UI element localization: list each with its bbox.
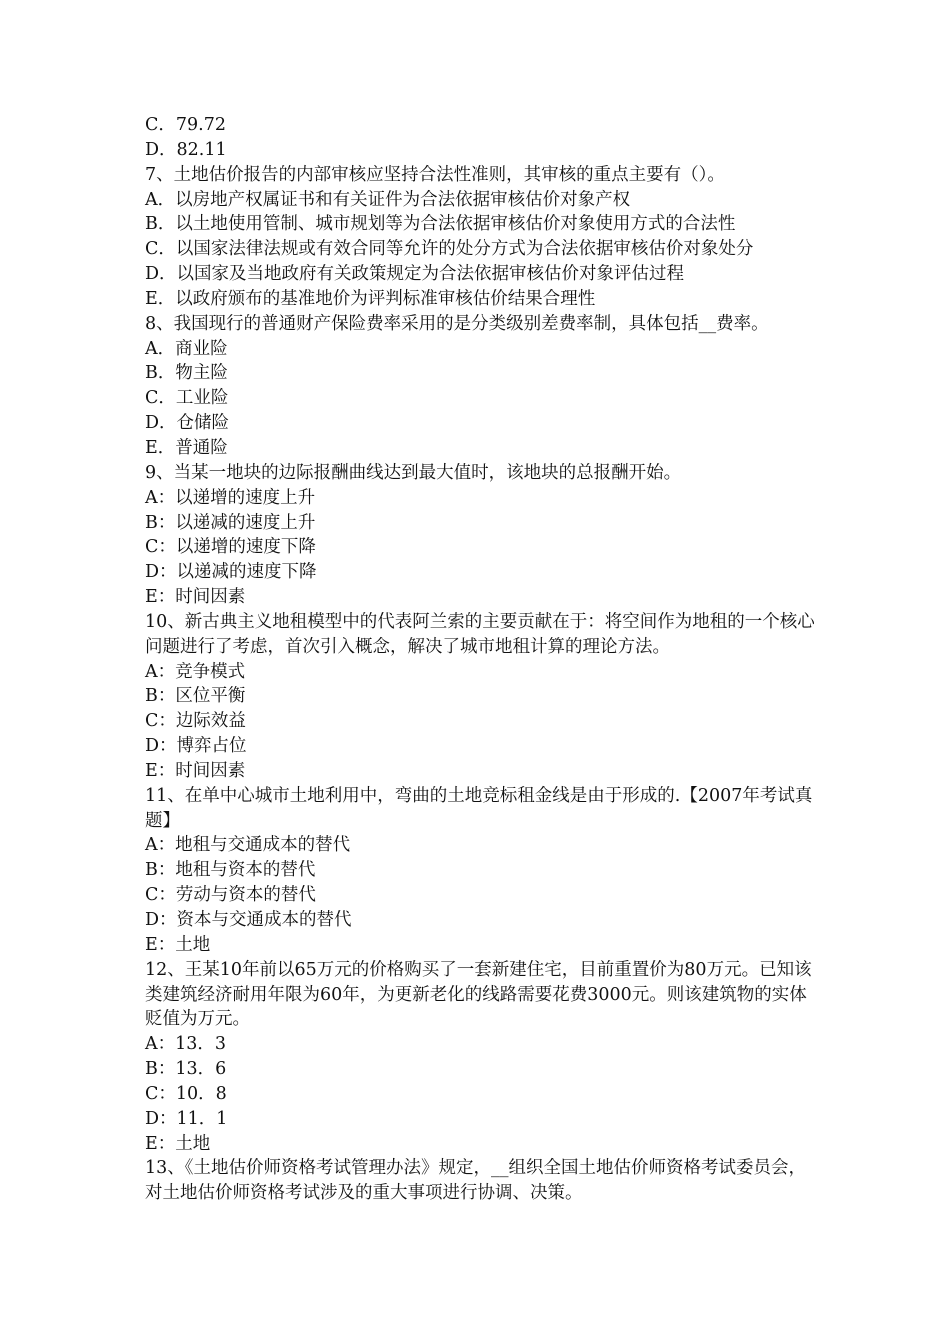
option-text: D．以国家及当地政府有关政策规定为合法依据审核估价对象评估过程 <box>145 264 685 285</box>
option-text: A．以房地产权属证书和有关证件为合法依据审核估价对象产权 <box>145 189 631 210</box>
question-text: 7、土地估价报告的内部审核应坚持合法性准则，其审核的重点主要有（）。 <box>145 164 725 185</box>
option-text: E：时间因素 <box>145 587 246 608</box>
question-text: 9、当某一地块的边际报酬曲线达到最大值时，该地块的总报酬开始。 <box>145 462 682 483</box>
option-text: B．物主险 <box>145 363 228 384</box>
option-text: C．79.72 <box>145 115 226 135</box>
option-text: D：以递减的速度下降 <box>145 562 317 583</box>
exam-content <box>145 113 815 1206</box>
option-text: C：以递增的速度下降 <box>145 537 316 558</box>
option-text: A．商业险 <box>145 338 228 359</box>
option-text: C．以国家法律法规或有效合同等允许的处分方式为合法依据审核估价对象处分 <box>145 239 754 260</box>
option-text: B：地租与资本的替代 <box>145 860 316 881</box>
option-text: E．普通险 <box>145 437 228 458</box>
option-text: A：地租与交通成本的替代 <box>145 835 351 856</box>
question-text: 13、《土地估价师资格考试管理办法》规定，__组织全国土地估价师资格考试委员会，对土地估价师资格考试涉及的重大事项进行协调、决策。 <box>145 1158 807 1204</box>
option-text: A：13．3 <box>145 1034 227 1055</box>
option-text: C：劳动与资本的替代 <box>145 885 316 906</box>
question-text: 11、在单中心城市土地利用中，弯曲的土地竞标租金线是由于形成的.【2007年考试真题】 <box>145 785 813 831</box>
option-text: D．82.11 <box>145 139 227 160</box>
option-text: C：10．8 <box>145 1083 227 1104</box>
question-text: 10、新古典主义地租模型中的代表阿兰索的主要贡献在于：将空间作为地租的一个核心问题进行了考虑，首次引入概念，解决了城市地租计算的理论方法。 <box>145 611 815 657</box>
option-text: D：11．1 <box>145 1108 228 1129</box>
option-text: A：竞争模式 <box>145 661 246 682</box>
option-text: C．工业险 <box>145 388 229 409</box>
option-text: B：以递减的速度上升 <box>145 512 316 533</box>
option-text: E：土地 <box>145 934 211 955</box>
option-text: E：土地 <box>145 1133 211 1154</box>
option-text: A：以递增的速度上升 <box>145 487 316 508</box>
option-text: D．仓储险 <box>145 413 230 434</box>
question-text: 8、我国现行的普通财产保险费率采用的是分类级别差费率制，具体包括__费率。 <box>145 313 769 334</box>
document-page <box>145 113 815 1206</box>
option-text: C：边际效益 <box>145 711 246 732</box>
option-text: B：13．6 <box>145 1059 227 1080</box>
option-text: B：区位平衡 <box>145 686 246 707</box>
option-text: D：博弈占位 <box>145 736 247 757</box>
option-text: E．以政府颁布的基准地价为评判标准审核估价结果合理性 <box>145 288 596 309</box>
option-text: D：资本与交通成本的替代 <box>145 910 352 930</box>
question-text: 12、王某10年前以65万元的价格购买了一套新建住宅，目前重置价为80万元。已知该类建筑经济耐用年限为60年，为更新老化的线路需要花费3000元。则该建筑物的实体贬值为万元。 <box>145 959 812 1030</box>
option-text: B．以土地使用管制、城市规划等为合法依据审核估价对象使用方式的合法性 <box>145 214 736 235</box>
option-text: E：时间因素 <box>145 760 246 781</box>
